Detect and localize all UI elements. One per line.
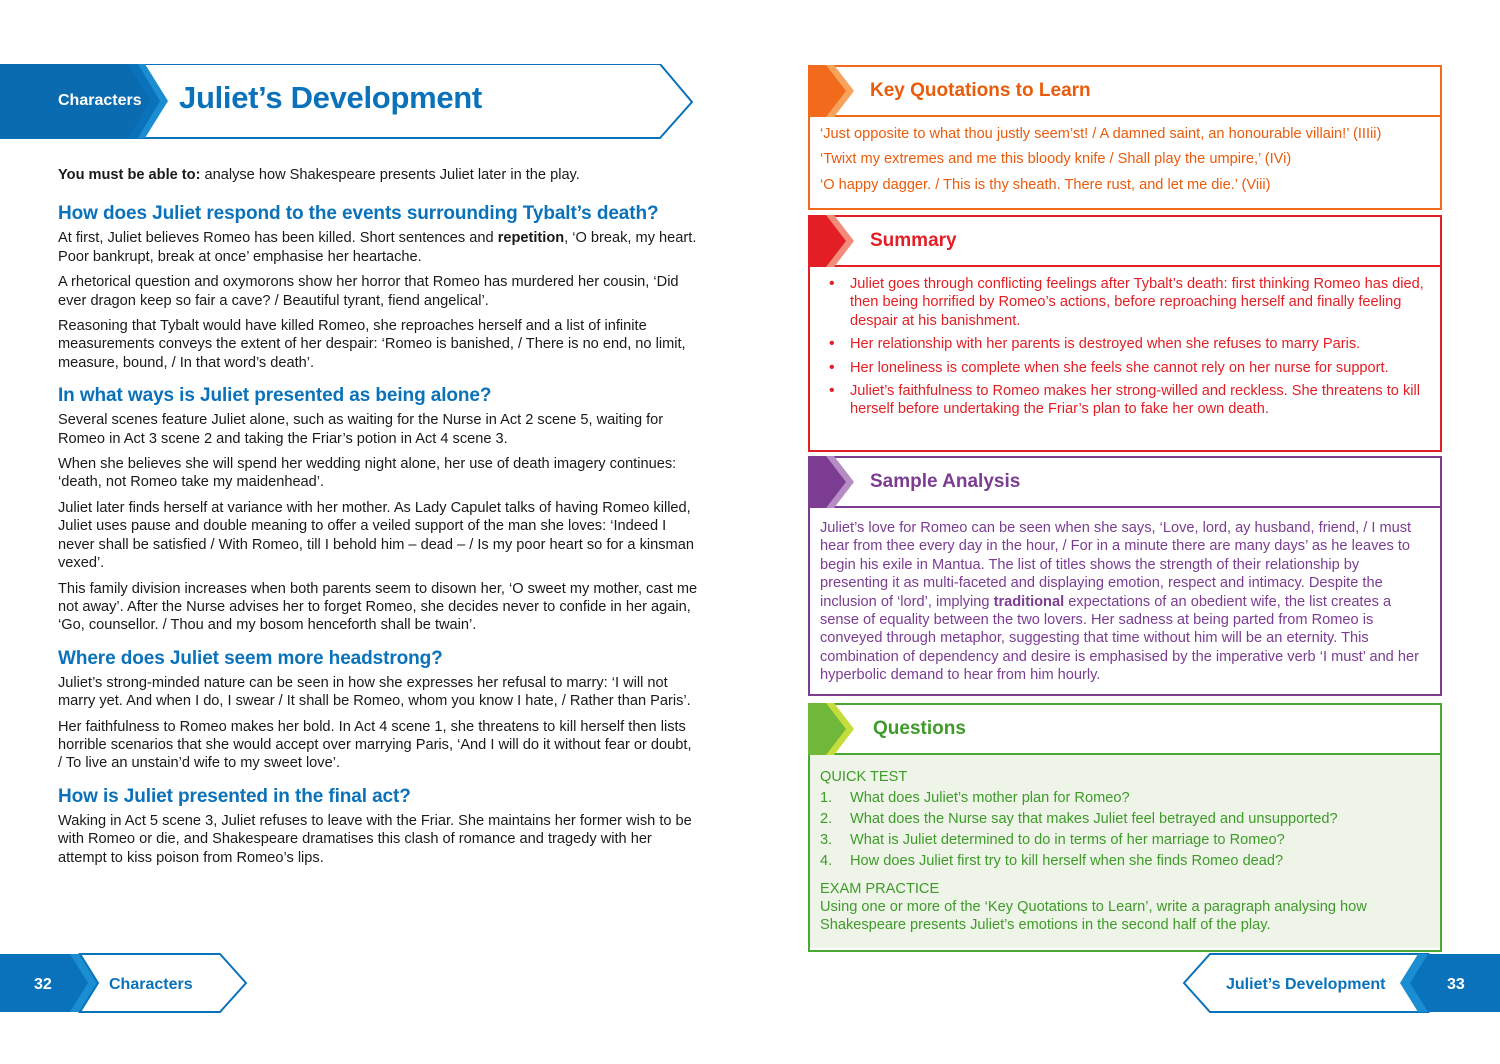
paragraph: Several scenes feature Juliet alone, such as waiting for the Nurse in Act 2 scene 5, waiting for Romeo in Act 3 scene 2 and taking the Friar’s potion in Act 4 scene 3. — [58, 412, 664, 447]
paragraph-text: , ‘O break, my heart. Poor bankrupt, break at once’ emphasise her heartache. — [58, 230, 697, 265]
paragraph: This family division increases when both parents seem to disown her, ‘O sweet my mother, cast me not away’. After the Nurse advises her to forget Romeo, she decides never to confide in her again, ‘Go, counsellor. / Thou and my bosom henceforth shall be twain’. — [58, 580, 698, 634]
question-item — [820, 831, 1430, 849]
section-headstrong — [58, 648, 698, 773]
analysis-text — [810, 508, 1440, 691]
questions-body — [810, 755, 1440, 948]
paragraph: Reasoning that Tybalt would have killed Romeo, she reproaches herself and a list of infinite measurements conveys the extent of her despair: ‘Romeo is banished, / There is no end, no limit, measure, bound, / In that word’s death’. — [58, 318, 686, 371]
box-title: Sample Analysis — [870, 471, 1021, 492]
sample-analysis-box — [808, 456, 1442, 696]
chevron-icon — [808, 456, 868, 508]
box-title: Summary — [870, 230, 957, 251]
box-header — [810, 705, 1440, 755]
page-number: 32 — [34, 976, 52, 993]
keyword: repetition — [497, 230, 565, 247]
box-header — [810, 458, 1440, 508]
key-quotations-box — [808, 65, 1442, 210]
summary-item: • Her loneliness is complete when she feels she cannot rely on her nurse for support. — [820, 359, 1430, 377]
quotation: ‘Just opposite to what thou justly seem’st! / A damned saint, an honourable villain!’ (IIIii) — [820, 126, 1382, 142]
question-text: What does Juliet’s mother plan for Romeo? — [850, 790, 1130, 807]
box-title: Key Quotations to Learn — [870, 80, 1091, 101]
question-item — [820, 810, 1430, 828]
question-number: 1. — [820, 790, 833, 807]
section-heading: How does Juliet respond to the events surrounding Tybalt’s death? — [58, 203, 659, 225]
intro-label: You must be able to: — [58, 167, 201, 183]
quotes-list — [810, 117, 1440, 207]
question-number: 4. — [820, 853, 833, 870]
paragraph-text: At first, Juliet believes Romeo has been killed. Short sentences and — [58, 230, 498, 247]
question-item — [820, 789, 1430, 807]
section-heading: Where does Juliet seem more headstrong? — [58, 647, 443, 669]
page-title: Juliet’s Development — [179, 80, 482, 115]
chevron-icon — [808, 65, 868, 117]
chevron-icon — [808, 703, 870, 755]
right-page — [750, 0, 1500, 1064]
question-text: What does the Nurse say that makes Juliet feel betrayed and unsupported? — [850, 811, 1338, 828]
page-number: 33 — [1447, 976, 1465, 993]
summary-item: • Juliet’s faithfulness to Romeo makes her strong-willed and reckless. She threatens to kill herself before undertaking the Friar’s plan to fake her own death. — [820, 382, 1430, 419]
footer-section-link[interactable]: Characters — [109, 976, 193, 993]
section-tybalt-death — [58, 203, 698, 372]
chevron-icon — [808, 215, 868, 267]
question-text: How does Juliet first try to kill herself when she finds Romeo dead? — [850, 853, 1284, 870]
analysis-text-part: Juliet’s love for Romeo can be seen when she says, ‘Love, lord, ay husband, friend, / I must hear from thee every day in the hour, / For in a minute there are many days’ as he leaves to begin his exile in Mantua. The list of titles shows the strength of their relationship by presenting it as multi-faceted and displaying emotion, respect and intimacy. Despite the inclusion of ‘lord’, implying — [820, 520, 1412, 610]
intro-text: analyse how Shakespeare presents Juliet later in the play. — [200, 167, 580, 183]
quotation: ‘Twixt my extremes and me this bloody knife / Shall play the umpire,’ (IVi) — [820, 151, 1292, 168]
quick-test-label: QUICK TEST — [820, 769, 908, 785]
summary-list — [810, 267, 1440, 430]
paragraph: Juliet later finds herself at variance with her mother. As Lady Capulet talks of having Romeo killed, Juliet uses pause and double meaning to offer a veiled support of the man she loves: ‘Indeed I never shall be satisfied / With Romeo, till I behold him – dead – / Is my poor heart so for a kinsman vexed’. — [58, 499, 694, 572]
question-number: 2. — [820, 811, 833, 828]
summary-item: • Juliet goes through conflicting feelings after Tybalt’s death: first thinking Romeo has died, then being horrified by Romeo’s actions, before reproaching herself and finally feeling despair at his banishment. — [820, 275, 1430, 330]
box-title: Questions — [873, 718, 966, 739]
section-alone — [58, 385, 698, 634]
main-content — [58, 166, 698, 880]
analysis-text-part: expectations of an obedient wife, the list creates a sense of equality between the two lovers. Her sadness at being parted from Romeo is conveyed through metaphor, suggesting that time without him will be an eternity. This combination of dependency and desire is emphasised by the imperative verb ‘I must’ and her hyperbolic demand to hear from him hourly. — [820, 593, 1419, 684]
section-heading: In what ways is Juliet presented as being alone? — [58, 385, 492, 407]
section-final-act — [58, 786, 698, 867]
paragraph: A rhetorical question and oxymorons show her horror that Romeo has murdered her cousin, ‘Did ever dragon keep so fair a cave? / Beautiful tyrant, fiend angelical’. — [58, 274, 679, 309]
question-number: 3. — [820, 832, 833, 849]
footer-section-link[interactable]: Juliet’s Development — [1226, 976, 1386, 993]
quotation: ‘O happy dagger. / This is thy sheath. There rust, and let me die.’ (Viii) — [820, 176, 1271, 193]
box-header — [810, 67, 1440, 117]
section-heading: How is Juliet presented in the final act? — [58, 785, 411, 807]
questions-box — [808, 703, 1442, 952]
section-tab: Characters — [58, 92, 142, 109]
box-header — [810, 217, 1440, 267]
summary-box — [808, 215, 1442, 452]
summary-item: • Her relationship with her parents is destroyed when she refuses to marry Paris. — [820, 335, 1430, 353]
paragraph: Juliet’s strong-minded nature can be seen in how she expresses her refusal to marry: ‘I will not marry yet. And when I do, I swear / It shall be Romeo, whom you know I hate, / Rather than Paris’. — [58, 674, 691, 710]
intro-line — [58, 166, 698, 184]
paragraph — [58, 229, 698, 266]
exam-practice-text: Using one or more of the ‘Key Quotations to Learn’, write a paragraph analysing how Shakespeare presents Juliet’s emotions in the second half of the play. — [820, 898, 1367, 934]
question-text: What is Juliet determined to do in terms of her marriage to Romeo? — [850, 832, 1285, 849]
question-item — [820, 852, 1430, 870]
paragraph: When she believes she will spend her wedding night alone, her use of death imagery continues: ‘death, not Romeo take my maidenhead’. — [58, 456, 677, 491]
keyword: traditional — [993, 593, 1065, 610]
paragraph: Waking in Act 5 scene 3, Juliet refuses to leave with the Friar. She maintains her former wish to be with Romeo or die, and Shakespeare dramatises this clash of romance and tragedy with her attempt to kiss poison from Romeo’s lips. — [58, 812, 692, 866]
exam-practice-label: EXAM PRACTICE — [820, 880, 940, 897]
paragraph: Her faithfulness to Romeo makes her bold. In Act 4 scene 1, she threatens to kill herself then lists horrible scenarios that she would accept over marrying Paris, ‘And I will do it without fear or doubt, / To live an unstain’d wife to my sweet love’. — [58, 718, 692, 772]
